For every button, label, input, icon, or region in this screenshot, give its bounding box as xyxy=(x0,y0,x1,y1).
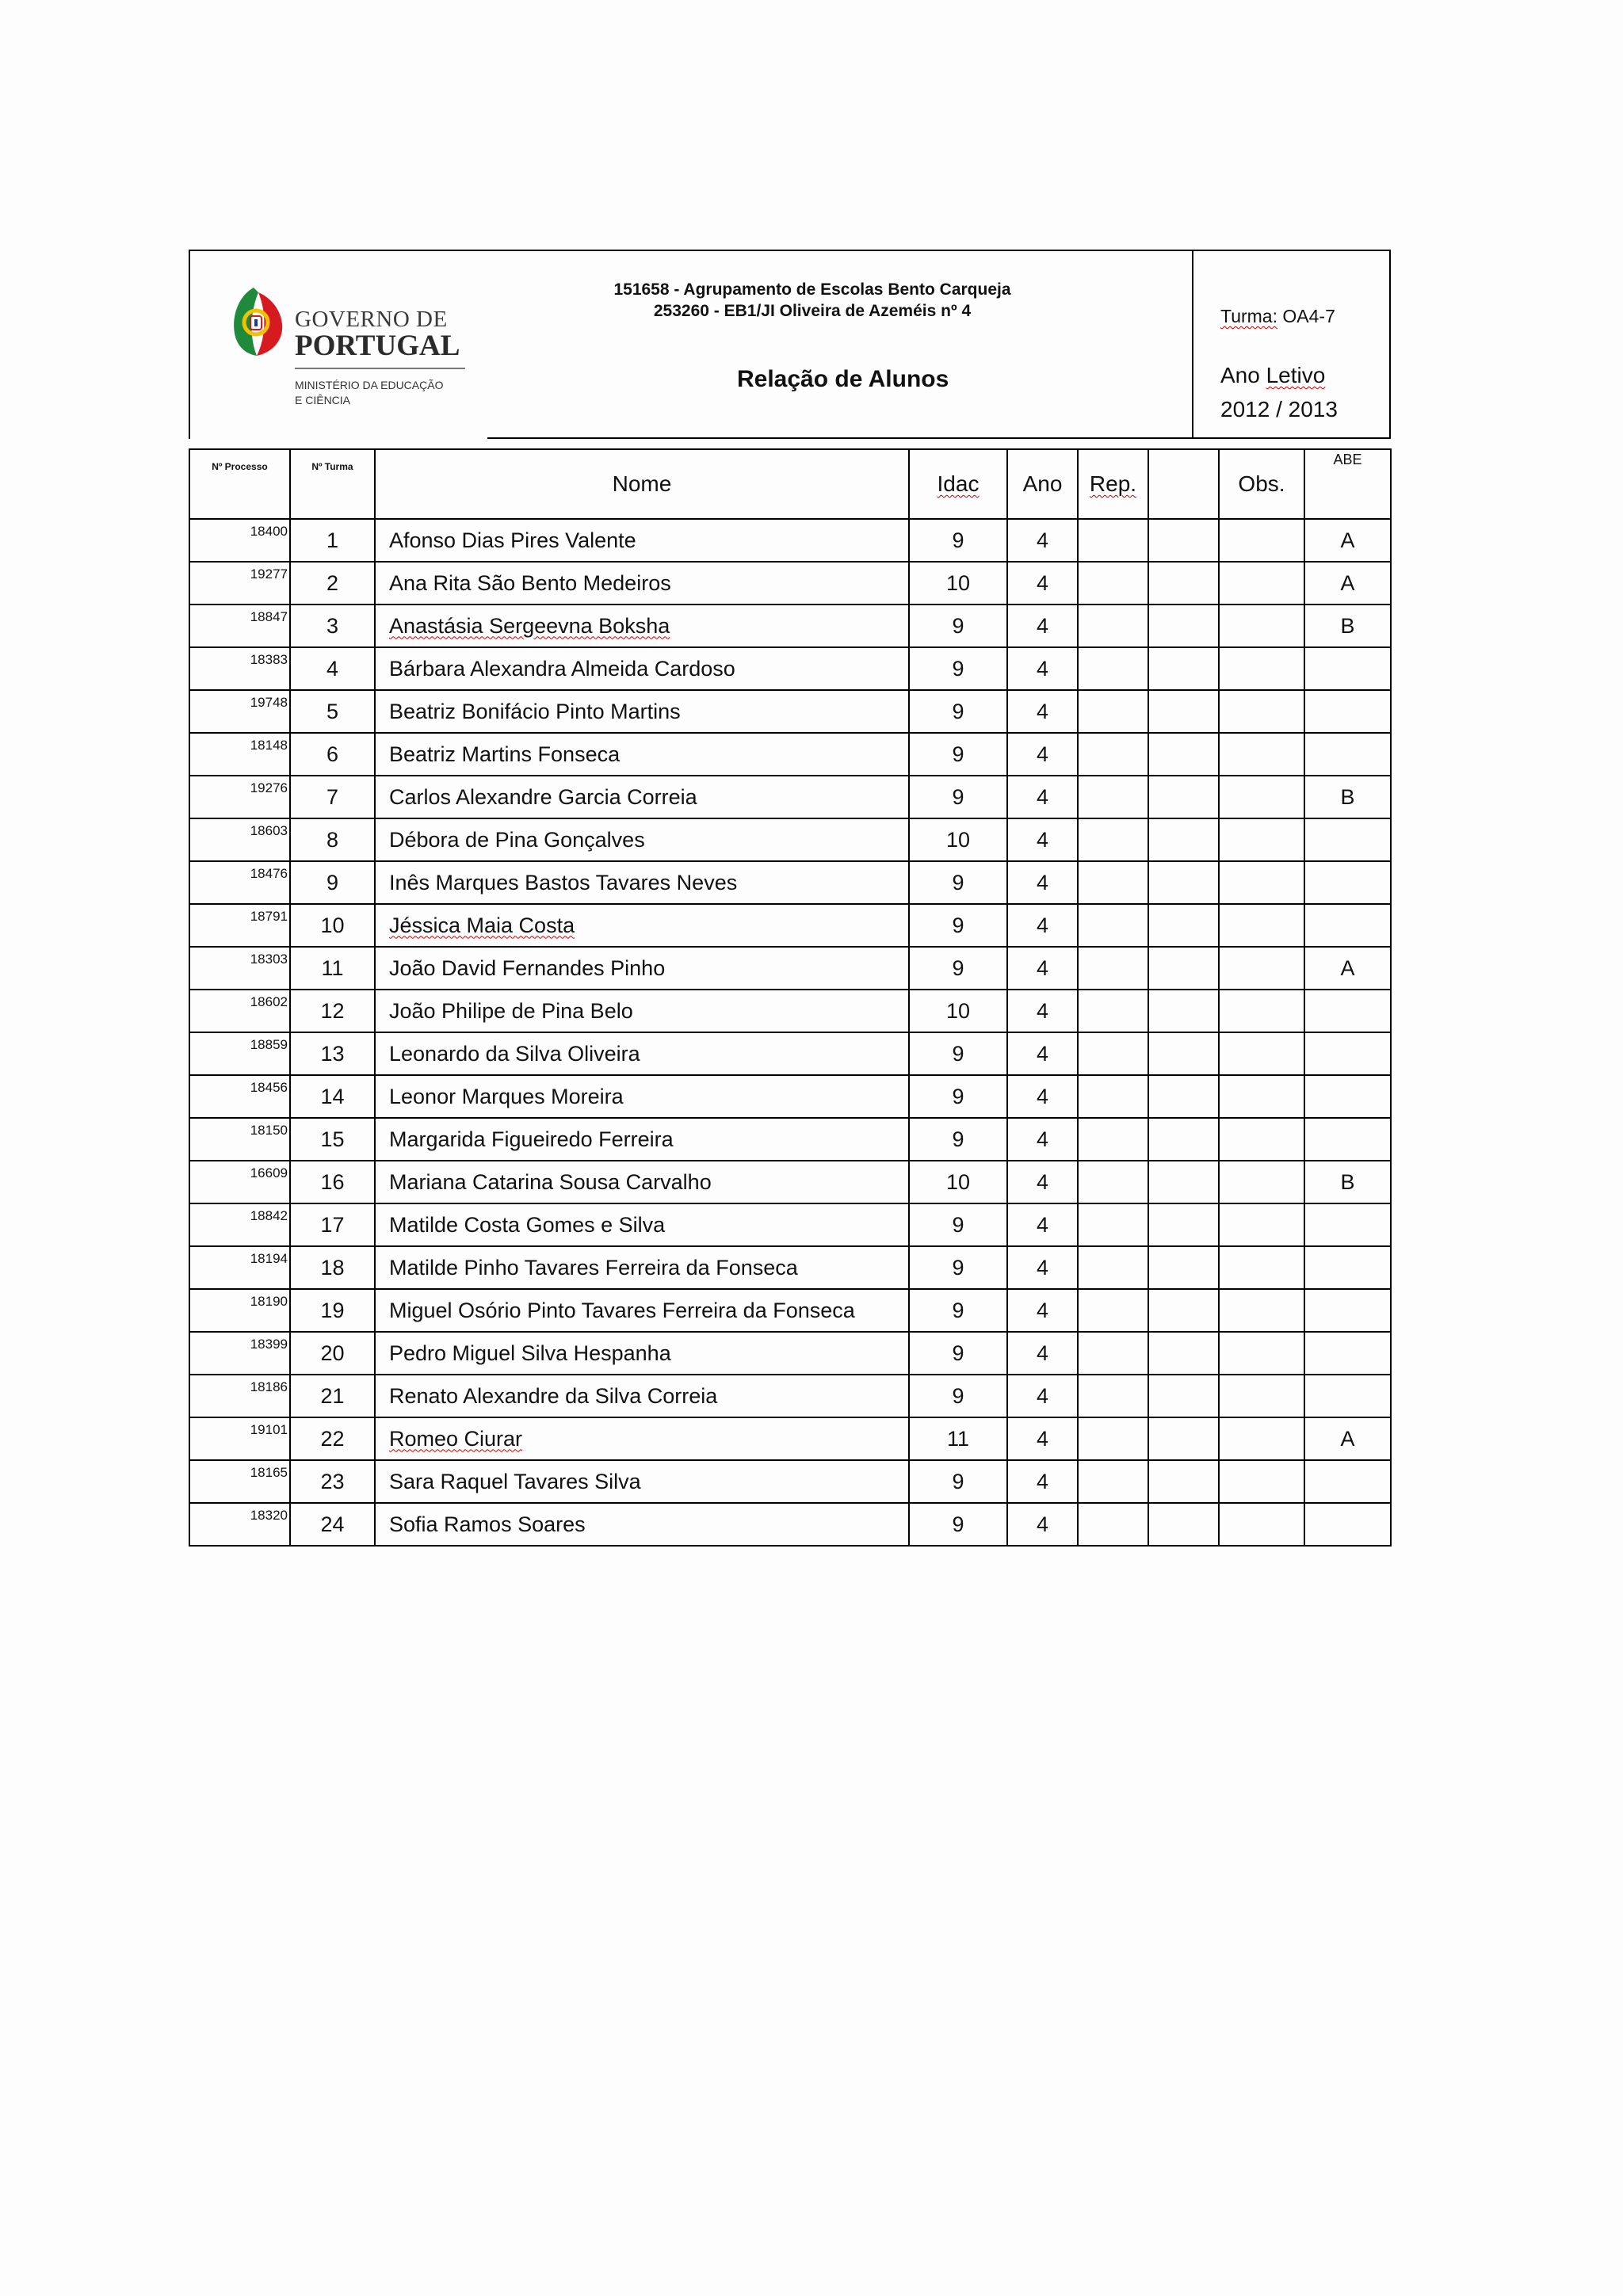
cell-blank xyxy=(1148,1417,1219,1460)
ano-letivo-label-a: Ano xyxy=(1220,363,1266,387)
cell-idade: 9 xyxy=(909,904,1007,947)
cell-ano: 4 xyxy=(1007,1118,1078,1161)
table-row xyxy=(189,519,1391,562)
col-header-idade-text: Idac xyxy=(937,471,980,496)
cell-abe xyxy=(1304,1503,1391,1546)
cell-obs xyxy=(1219,1118,1304,1161)
table-row xyxy=(189,1417,1391,1460)
cell-rep xyxy=(1078,904,1148,947)
cell-blank xyxy=(1148,947,1219,990)
document-header xyxy=(189,250,1391,439)
cell-abe xyxy=(1304,1375,1391,1417)
cell-ano: 4 xyxy=(1007,1375,1078,1417)
cell-numero: 3 xyxy=(290,605,375,647)
cell-nome: Afonso Dias Pires Valente xyxy=(375,519,909,562)
cell-numero: 24 xyxy=(290,1503,375,1546)
cell-nome: Miguel Osório Pinto Tavares Ferreira da Fonseca xyxy=(375,1289,909,1332)
cell-processo: 18847 xyxy=(189,605,290,647)
cell-numero: 5 xyxy=(290,690,375,733)
turma-value: OA4-7 xyxy=(1277,306,1335,326)
cell-idade: 9 xyxy=(909,1460,1007,1503)
table-row xyxy=(189,1375,1391,1417)
cell-numero: 22 xyxy=(290,1417,375,1460)
cell-ano: 4 xyxy=(1007,1246,1078,1289)
cell-ano: 4 xyxy=(1007,647,1078,690)
table-row xyxy=(189,990,1391,1032)
cell-rep xyxy=(1078,990,1148,1032)
cell-processo: 18303 xyxy=(189,947,290,990)
turma-label: Turma: xyxy=(1220,306,1277,326)
cell-obs xyxy=(1219,1203,1304,1246)
cell-nome: Carlos Alexandre Garcia Correia xyxy=(375,776,909,818)
cell-ano: 4 xyxy=(1007,690,1078,733)
cell-ano: 4 xyxy=(1007,904,1078,947)
cell-blank xyxy=(1148,1503,1219,1546)
cell-ano: 4 xyxy=(1007,818,1078,861)
cell-rep xyxy=(1078,1032,1148,1075)
ministry-line-1: MINISTÉRIO DA EDUCAÇÃO xyxy=(295,379,444,391)
col-header-turma: Nº Turma xyxy=(290,449,375,519)
col-header-rep-text: Rep. xyxy=(1089,471,1137,496)
table-row xyxy=(189,605,1391,647)
cell-numero: 2 xyxy=(290,562,375,605)
cell-processo: 19101 xyxy=(189,1417,290,1460)
cell-rep xyxy=(1078,1203,1148,1246)
cell-ano: 4 xyxy=(1007,1032,1078,1075)
cell-idade: 10 xyxy=(909,990,1007,1032)
cell-nome: Bárbara Alexandra Almeida Cardoso xyxy=(375,647,909,690)
cell-idade: 9 xyxy=(909,1375,1007,1417)
cell-rep xyxy=(1078,818,1148,861)
cell-idade: 9 xyxy=(909,776,1007,818)
cell-processo: 18186 xyxy=(189,1375,290,1417)
cell-ano: 4 xyxy=(1007,1417,1078,1460)
cell-rep xyxy=(1078,519,1148,562)
cell-nome: Sara Raquel Tavares Silva xyxy=(375,1460,909,1503)
student-rows xyxy=(189,519,1391,1546)
cell-obs xyxy=(1219,519,1304,562)
portugal-emblem-icon xyxy=(230,284,287,357)
cell-processo: 18603 xyxy=(189,818,290,861)
cell-obs xyxy=(1219,818,1304,861)
cell-blank xyxy=(1148,733,1219,776)
cell-abe xyxy=(1304,690,1391,733)
cell-ano: 4 xyxy=(1007,562,1078,605)
cell-idade: 9 xyxy=(909,947,1007,990)
cell-ano: 4 xyxy=(1007,605,1078,647)
table-row xyxy=(189,1246,1391,1289)
ano-letivo-label xyxy=(1220,363,1325,388)
cell-idade: 9 xyxy=(909,1246,1007,1289)
cell-idade: 9 xyxy=(909,733,1007,776)
cell-rep xyxy=(1078,947,1148,990)
cell-blank xyxy=(1148,1118,1219,1161)
cell-abe xyxy=(1304,1246,1391,1289)
table-row xyxy=(189,1118,1391,1161)
cell-idade: 9 xyxy=(909,690,1007,733)
cell-obs xyxy=(1219,605,1304,647)
cell-numero: 17 xyxy=(290,1203,375,1246)
ministry-name xyxy=(295,378,443,408)
table-row xyxy=(189,1032,1391,1075)
cell-numero: 1 xyxy=(290,519,375,562)
cell-abe xyxy=(1304,861,1391,904)
cell-rep xyxy=(1078,690,1148,733)
table-row xyxy=(189,818,1391,861)
cell-rep xyxy=(1078,1417,1148,1460)
cell-nome: Leonor Marques Moreira xyxy=(375,1075,909,1118)
cell-nome: Margarida Figueiredo Ferreira xyxy=(375,1118,909,1161)
cell-ano: 4 xyxy=(1007,1460,1078,1503)
cell-blank xyxy=(1148,818,1219,861)
student-table xyxy=(189,448,1392,1547)
cell-abe xyxy=(1304,1032,1391,1075)
cell-processo: 18194 xyxy=(189,1246,290,1289)
cell-processo: 18400 xyxy=(189,519,290,562)
cell-abe: A xyxy=(1304,519,1391,562)
cell-blank xyxy=(1148,776,1219,818)
cell-processo: 18859 xyxy=(189,1032,290,1075)
ano-letivo-value: 2012 / 2013 xyxy=(1220,397,1338,421)
cell-obs xyxy=(1219,1246,1304,1289)
cell-abe xyxy=(1304,647,1391,690)
cell-numero: 23 xyxy=(290,1460,375,1503)
cell-idade: 9 xyxy=(909,1075,1007,1118)
cell-numero: 12 xyxy=(290,990,375,1032)
table-row xyxy=(189,947,1391,990)
cell-obs xyxy=(1219,990,1304,1032)
cell-ano: 4 xyxy=(1007,861,1078,904)
cell-ano: 4 xyxy=(1007,776,1078,818)
cell-blank xyxy=(1148,1332,1219,1375)
col-header-blank xyxy=(1148,449,1219,519)
cell-blank xyxy=(1148,1375,1219,1417)
cell-ano: 4 xyxy=(1007,1332,1078,1375)
cell-rep xyxy=(1078,1375,1148,1417)
cell-nome: Jéssica Maia Costa xyxy=(375,904,909,947)
cell-abe xyxy=(1304,1289,1391,1332)
cell-processo: 19748 xyxy=(189,690,290,733)
cell-obs xyxy=(1219,733,1304,776)
cell-abe xyxy=(1304,818,1391,861)
cell-numero: 7 xyxy=(290,776,375,818)
cell-numero: 20 xyxy=(290,1332,375,1375)
cell-nome: Renato Alexandre da Silva Correia xyxy=(375,1375,909,1417)
cell-processo: 18165 xyxy=(189,1460,290,1503)
cell-nome: João Philipe de Pina Belo xyxy=(375,990,909,1032)
cell-processo: 18399 xyxy=(189,1332,290,1375)
cell-obs xyxy=(1219,1075,1304,1118)
cell-rep xyxy=(1078,1289,1148,1332)
cell-abe xyxy=(1304,733,1391,776)
table-row xyxy=(189,1503,1391,1546)
cell-numero: 19 xyxy=(290,1289,375,1332)
table-row xyxy=(189,776,1391,818)
cell-idade: 9 xyxy=(909,1032,1007,1075)
cell-ano: 4 xyxy=(1007,1075,1078,1118)
cell-processo: 18148 xyxy=(189,733,290,776)
cell-obs xyxy=(1219,1289,1304,1332)
cell-processo: 19276 xyxy=(189,776,290,818)
ano-letivo-label-b: Letivo xyxy=(1266,363,1326,387)
cell-nome: Mariana Catarina Sousa Carvalho xyxy=(375,1161,909,1203)
cell-obs xyxy=(1219,562,1304,605)
cell-ano: 4 xyxy=(1007,519,1078,562)
table-row xyxy=(189,861,1391,904)
cell-obs xyxy=(1219,1332,1304,1375)
cell-idade: 9 xyxy=(909,647,1007,690)
cell-rep xyxy=(1078,1460,1148,1503)
cell-nome: Anastásia Sergeevna Boksha xyxy=(375,605,909,647)
turma-field xyxy=(1220,306,1335,327)
cell-ano: 4 xyxy=(1007,1203,1078,1246)
school-line-2: 253260 - EB1/JI Oliveira de Azeméis nº 4 xyxy=(653,302,972,320)
cell-blank xyxy=(1148,1460,1219,1503)
cell-numero: 10 xyxy=(290,904,375,947)
cell-abe: B xyxy=(1304,1161,1391,1203)
cell-obs xyxy=(1219,1503,1304,1546)
cell-abe: A xyxy=(1304,1417,1391,1460)
table-row xyxy=(189,690,1391,733)
table-row xyxy=(189,733,1391,776)
cell-abe: B xyxy=(1304,605,1391,647)
cell-obs xyxy=(1219,1375,1304,1417)
cell-numero: 8 xyxy=(290,818,375,861)
cell-processo: 18320 xyxy=(189,1503,290,1546)
school-info xyxy=(590,279,1034,322)
cell-blank xyxy=(1148,519,1219,562)
cell-nome: Matilde Costa Gomes e Silva xyxy=(375,1203,909,1246)
cell-abe xyxy=(1304,1460,1391,1503)
cell-processo: 18456 xyxy=(189,1075,290,1118)
cell-nome: Leonardo da Silva Oliveira xyxy=(375,1032,909,1075)
cell-abe xyxy=(1304,904,1391,947)
cell-blank xyxy=(1148,1032,1219,1075)
header-bottom-rule xyxy=(487,437,1389,439)
col-header-nome: Nome xyxy=(375,449,909,519)
cell-idade: 9 xyxy=(909,519,1007,562)
cell-rep xyxy=(1078,776,1148,818)
cell-rep xyxy=(1078,1118,1148,1161)
col-header-obs: Obs. xyxy=(1219,449,1304,519)
cell-blank xyxy=(1148,605,1219,647)
cell-ano: 4 xyxy=(1007,1289,1078,1332)
col-header-processo: Nº Processo xyxy=(189,449,290,519)
cell-blank xyxy=(1148,990,1219,1032)
school-line-1: 151658 - Agrupamento de Escolas Bento Carqueja xyxy=(613,280,1011,299)
cell-idade: 9 xyxy=(909,1289,1007,1332)
cell-obs xyxy=(1219,1417,1304,1460)
cell-nome: Ana Rita São Bento Medeiros xyxy=(375,562,909,605)
ministry-line-2: E CIÊNCIA xyxy=(295,394,351,406)
cell-nome: Romeo Ciurar xyxy=(375,1417,909,1460)
cell-idade: 10 xyxy=(909,818,1007,861)
cell-processo: 19277 xyxy=(189,562,290,605)
cell-rep xyxy=(1078,562,1148,605)
cell-numero: 18 xyxy=(290,1246,375,1289)
cell-nome: Beatriz Martins Fonseca xyxy=(375,733,909,776)
cell-blank xyxy=(1148,904,1219,947)
cell-obs xyxy=(1219,1460,1304,1503)
logo-text-portugal: PORTUGAL xyxy=(295,330,460,362)
cell-obs xyxy=(1219,861,1304,904)
cell-rep xyxy=(1078,1246,1148,1289)
cell-blank xyxy=(1148,861,1219,904)
cell-blank xyxy=(1148,562,1219,605)
cell-numero: 16 xyxy=(290,1161,375,1203)
cell-idade: 9 xyxy=(909,1118,1007,1161)
table-header-row xyxy=(189,449,1391,519)
cell-nome: Matilde Pinho Tavares Ferreira da Fonseca xyxy=(375,1246,909,1289)
table-row xyxy=(189,562,1391,605)
cell-abe xyxy=(1304,1075,1391,1118)
cell-ano: 4 xyxy=(1007,733,1078,776)
cell-idade: 9 xyxy=(909,1332,1007,1375)
cell-rep xyxy=(1078,605,1148,647)
cell-blank xyxy=(1148,1161,1219,1203)
cell-obs xyxy=(1219,904,1304,947)
cell-rep xyxy=(1078,733,1148,776)
cell-abe: B xyxy=(1304,776,1391,818)
cell-idade: 10 xyxy=(909,1161,1007,1203)
cell-numero: 6 xyxy=(290,733,375,776)
cell-nome: João David Fernandes Pinho xyxy=(375,947,909,990)
table-row xyxy=(189,1161,1391,1203)
cell-idade: 10 xyxy=(909,562,1007,605)
cell-rep xyxy=(1078,1075,1148,1118)
table-row xyxy=(189,647,1391,690)
cell-rep xyxy=(1078,1503,1148,1546)
cell-obs xyxy=(1219,647,1304,690)
cell-rep xyxy=(1078,861,1148,904)
cell-blank xyxy=(1148,1075,1219,1118)
cell-obs xyxy=(1219,776,1304,818)
cell-nome: Débora de Pina Gonçalves xyxy=(375,818,909,861)
col-header-abe: ABE xyxy=(1304,449,1391,519)
header-divider xyxy=(1192,251,1193,439)
cell-abe xyxy=(1304,1332,1391,1375)
cell-obs xyxy=(1219,1032,1304,1075)
table-row xyxy=(189,1460,1391,1503)
governo-de-portugal-logo xyxy=(230,283,475,410)
cell-ano: 4 xyxy=(1007,947,1078,990)
cell-abe xyxy=(1304,990,1391,1032)
cell-abe: A xyxy=(1304,947,1391,990)
cell-idade: 9 xyxy=(909,861,1007,904)
cell-rep xyxy=(1078,1161,1148,1203)
cell-ano: 4 xyxy=(1007,990,1078,1032)
cell-processo: 18791 xyxy=(189,904,290,947)
cell-obs xyxy=(1219,947,1304,990)
cell-numero: 9 xyxy=(290,861,375,904)
cell-rep xyxy=(1078,647,1148,690)
cell-rep xyxy=(1078,1332,1148,1375)
cell-processo: 18476 xyxy=(189,861,290,904)
cell-nome: Pedro Miguel Silva Hespanha xyxy=(375,1332,909,1375)
cell-processo: 18842 xyxy=(189,1203,290,1246)
cell-nome: Sofia Ramos Soares xyxy=(375,1503,909,1546)
cell-numero: 15 xyxy=(290,1118,375,1161)
table-row xyxy=(189,1332,1391,1375)
cell-nome: Inês Marques Bastos Tavares Neves xyxy=(375,861,909,904)
table-row xyxy=(189,1203,1391,1246)
cell-numero: 14 xyxy=(290,1075,375,1118)
cell-numero: 11 xyxy=(290,947,375,990)
cell-abe xyxy=(1304,1118,1391,1161)
cell-processo: 18383 xyxy=(189,647,290,690)
cell-blank xyxy=(1148,1289,1219,1332)
col-header-ano: Ano xyxy=(1007,449,1078,519)
cell-obs xyxy=(1219,1161,1304,1203)
cell-blank xyxy=(1148,647,1219,690)
table-row xyxy=(189,904,1391,947)
cell-obs xyxy=(1219,690,1304,733)
cell-numero: 4 xyxy=(290,647,375,690)
cell-nome: Beatriz Bonifácio Pinto Martins xyxy=(375,690,909,733)
cell-blank xyxy=(1148,1246,1219,1289)
cell-ano: 4 xyxy=(1007,1503,1078,1546)
cell-idade: 9 xyxy=(909,605,1007,647)
cell-blank xyxy=(1148,690,1219,733)
cell-processo: 18602 xyxy=(189,990,290,1032)
col-header-idade xyxy=(909,449,1007,519)
cell-ano: 4 xyxy=(1007,1161,1078,1203)
cell-processo: 18150 xyxy=(189,1118,290,1161)
table-row xyxy=(189,1289,1391,1332)
cell-blank xyxy=(1148,1203,1219,1246)
logo-text-governo-de: GOVERNO DE xyxy=(295,307,448,332)
cell-processo: 18190 xyxy=(189,1289,290,1332)
table-row xyxy=(189,1075,1391,1118)
cell-processo: 16609 xyxy=(189,1161,290,1203)
logo-divider xyxy=(295,368,465,369)
cell-abe: A xyxy=(1304,562,1391,605)
document-title: Relação de Alunos xyxy=(737,366,949,392)
cell-idade: 9 xyxy=(909,1203,1007,1246)
cell-idade: 9 xyxy=(909,1503,1007,1546)
cell-numero: 13 xyxy=(290,1032,375,1075)
cell-numero: 21 xyxy=(290,1375,375,1417)
cell-abe xyxy=(1304,1203,1391,1246)
cell-idade: 11 xyxy=(909,1417,1007,1460)
col-header-rep xyxy=(1078,449,1148,519)
